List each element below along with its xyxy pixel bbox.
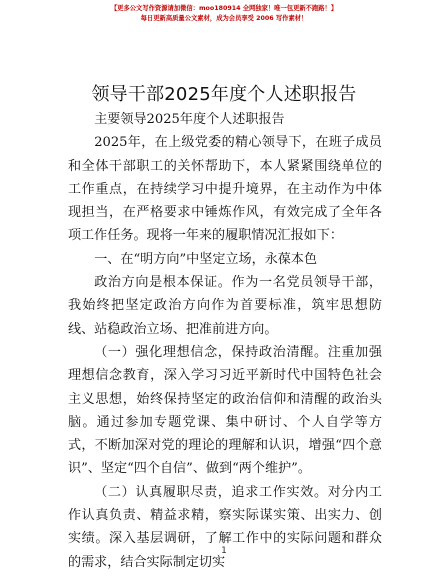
paragraph-intro: 2025年，在上级党委的精心领导下，在班子成员和全体干部职工的关怀帮助下，本人紧紧围绕单位的工作重点，在持续学习中提升境界，在主动作为中体现担当，在严格要求中锤炼作风，有效完成了全年各项工作任务。现将一年来的履职情况汇报如下： xyxy=(68,135,382,244)
promo-banner-line-1: 【更多公文写作资源请加微信：moo180914 全网独家！唯一包更新不跑路！】 xyxy=(110,5,338,12)
section-heading-1: 一、在“明方向”中坚定立场，永葆本色 xyxy=(94,251,318,267)
document-title: 领导干部2025年度个人述职报告 xyxy=(91,84,357,105)
paragraph-item-2: （二）认真履职尽责，追求工作实效。对分内工作认真负责、精益求精，察实际谋实策、出实力、创实绩。深入基层调研，了解工作中的实际问题和群众的需求，结合实际制定切实 xyxy=(68,484,382,570)
page-number: 1 xyxy=(221,546,227,556)
paragraph-political-direction: 政治方向是根本保证。作为一名党员领导干部，我始终把坚定政治方向作为首要标准，筑牢思想防线、站稳政治立场、把准前进方向。 xyxy=(68,275,382,337)
document-body xyxy=(68,108,382,574)
document-subtitle: 主要领导2025年度个人述职报告 xyxy=(94,112,285,127)
paragraph-item-1: （一）强化理想信念，保持政治清醒。注重加强理想信念教育，深入学习习近平新时代中国特色社会主义思想，始终保持坚定的政治信仰和清醒的政治头脑。通过参加专题党课、集中研讨、个人自学等方式，不断加深对党的理论的理解和认识，增强“四个意识”、坚定“四个自信”、做到“两个维护”。 xyxy=(68,344,382,477)
promo-banner-line-2: 每日更新高质量公文素材，成为会员享受 2006 写作素材！ xyxy=(140,15,308,22)
promo-banner xyxy=(0,4,448,24)
